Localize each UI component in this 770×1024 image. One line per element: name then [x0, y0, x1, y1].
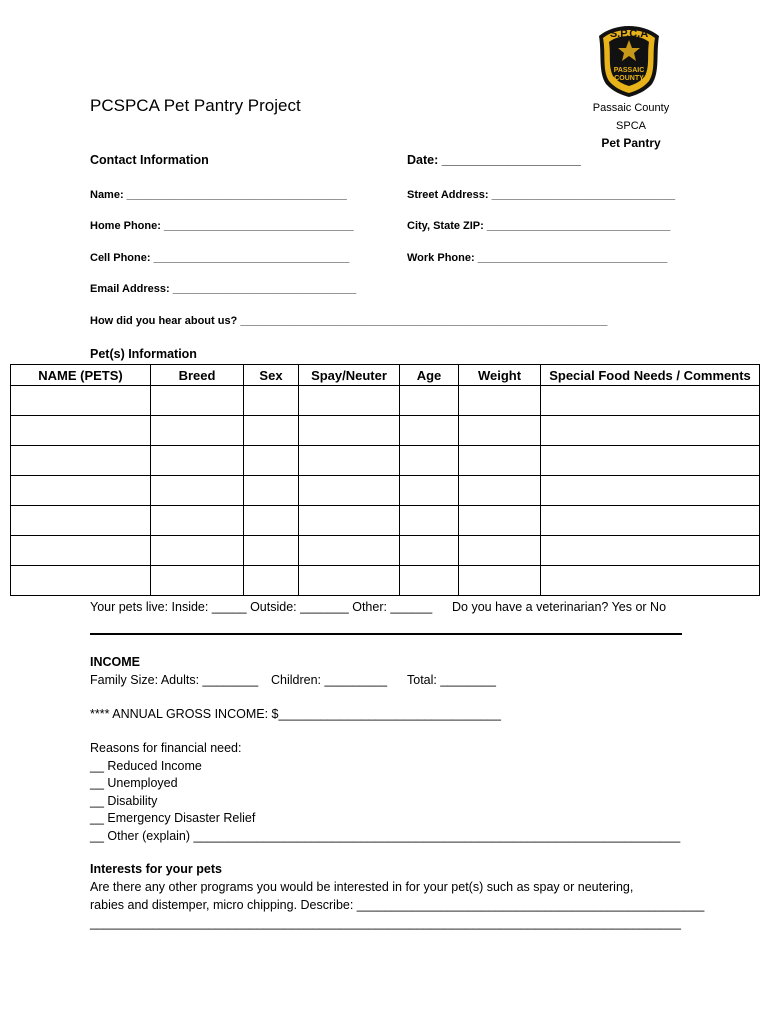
family-total-field[interactable]: Total: ________ — [407, 673, 496, 687]
home-phone-field[interactable]: Home Phone: _______________________________ — [90, 220, 354, 232]
org-line-2: SPCA — [616, 120, 646, 132]
cell-phone-field[interactable]: Cell Phone: ________________________________ — [90, 252, 350, 264]
table-row — [11, 386, 760, 416]
logo-county-text-1: PASSAIC — [613, 67, 645, 74]
table-cell[interactable] — [151, 386, 244, 416]
name-field[interactable]: Name: ____________________________________ — [90, 189, 347, 201]
table-cell[interactable] — [459, 476, 541, 506]
table-row — [11, 566, 760, 596]
interests-text-1: Are there any other programs you would be interested in for your pet(s) such as spay or neutering, — [90, 880, 634, 894]
table-cell[interactable] — [400, 506, 459, 536]
table-cell[interactable] — [400, 446, 459, 476]
org-line-1: Passaic County — [592, 102, 670, 114]
table-cell[interactable] — [299, 566, 400, 596]
veterinarian-question[interactable]: Do you have a veterinarian? Yes or No — [452, 600, 667, 614]
table-cell[interactable] — [299, 506, 400, 536]
table-cell[interactable] — [299, 386, 400, 416]
reason-unemployed[interactable]: __ Unemployed — [90, 776, 178, 790]
work-phone-field[interactable]: Work Phone: _______________________________ — [407, 252, 668, 264]
table-cell[interactable] — [11, 416, 151, 446]
table-cell[interactable] — [541, 386, 760, 416]
table-cell[interactable] — [151, 446, 244, 476]
table-cell[interactable] — [459, 446, 541, 476]
table-cell[interactable] — [400, 476, 459, 506]
col-header-breed: Breed — [151, 365, 244, 386]
section-divider — [90, 633, 682, 635]
table-cell[interactable] — [541, 506, 760, 536]
reasons-heading: Reasons for financial need: — [90, 741, 242, 755]
table-cell[interactable] — [299, 476, 400, 506]
reason-reduced-income[interactable]: __ Reduced Income — [90, 759, 202, 773]
table-cell[interactable] — [541, 446, 760, 476]
table-row — [11, 536, 760, 566]
street-address-field[interactable]: Street Address: ______________________________ — [407, 189, 676, 201]
family-children-field[interactable]: Children: _________ — [271, 673, 388, 687]
contact-heading: Contact Information — [90, 153, 209, 167]
income-heading: INCOME — [90, 655, 140, 669]
table-cell[interactable] — [151, 566, 244, 596]
table-cell[interactable] — [151, 476, 244, 506]
col-header-spay-neuter: Spay/Neuter — [299, 365, 400, 386]
table-cell[interactable] — [244, 386, 299, 416]
table-cell[interactable] — [151, 536, 244, 566]
table-row — [11, 446, 760, 476]
pets-heading: Pet(s) Information — [90, 347, 197, 361]
table-row — [11, 416, 760, 446]
reason-other[interactable]: __ Other (explain) ______________________________________________________________________ — [90, 829, 681, 843]
table-cell[interactable] — [541, 416, 760, 446]
table-cell[interactable] — [11, 506, 151, 536]
col-header-comments: Special Food Needs / Comments — [541, 365, 760, 386]
col-header-age: Age — [400, 365, 459, 386]
table-cell[interactable] — [11, 386, 151, 416]
table-cell[interactable] — [299, 536, 400, 566]
table-cell[interactable] — [11, 446, 151, 476]
date-field[interactable]: Date: ____________________ — [407, 153, 581, 167]
col-header-weight: Weight — [459, 365, 541, 386]
table-cell[interactable] — [151, 416, 244, 446]
annual-income-field[interactable]: **** ANNUAL GROSS INCOME: $________________________________ — [90, 707, 501, 721]
table-cell[interactable] — [459, 506, 541, 536]
table-cell[interactable] — [541, 536, 760, 566]
table-cell[interactable] — [244, 566, 299, 596]
email-field[interactable]: Email Address: ______________________________ — [90, 283, 357, 295]
family-adults-field[interactable]: Family Size: Adults: ________ — [90, 673, 259, 687]
table-cell[interactable] — [244, 446, 299, 476]
logo-county-text-2: COUNTY — [614, 75, 644, 82]
table-cell[interactable] — [11, 566, 151, 596]
org-line-3: Pet Pantry — [601, 136, 661, 150]
page-title: PCSPCA Pet Pantry Project — [90, 96, 301, 115]
interests-text-3[interactable]: _____________________________________________________________________________________ — [90, 916, 681, 930]
col-header-name: NAME (PETS) — [11, 365, 151, 386]
pets-table-header-row — [11, 365, 760, 386]
table-cell[interactable] — [244, 416, 299, 446]
interests-heading: Interests for your pets — [90, 862, 222, 876]
table-cell[interactable] — [400, 386, 459, 416]
table-row — [11, 506, 760, 536]
table-cell[interactable] — [459, 386, 541, 416]
referral-field[interactable]: How did you hear about us? ____________________________________________________________ — [90, 315, 608, 327]
table-cell[interactable] — [541, 476, 760, 506]
table-cell[interactable] — [244, 476, 299, 506]
city-state-zip-field[interactable]: City, State ZIP: ______________________________ — [407, 220, 671, 232]
table-cell[interactable] — [11, 536, 151, 566]
spca-badge-logo — [596, 24, 662, 98]
table-cell[interactable] — [299, 446, 400, 476]
pets-table — [10, 364, 760, 596]
table-cell[interactable] — [459, 416, 541, 446]
table-cell[interactable] — [459, 536, 541, 566]
logo-ring-text: S.P.C.A — [609, 28, 649, 40]
table-cell[interactable] — [151, 506, 244, 536]
table-cell[interactable] — [400, 416, 459, 446]
table-cell[interactable] — [400, 536, 459, 566]
table-cell[interactable] — [299, 416, 400, 446]
table-cell[interactable] — [459, 566, 541, 596]
table-cell[interactable] — [244, 506, 299, 536]
table-cell[interactable] — [400, 566, 459, 596]
table-row — [11, 476, 760, 506]
reason-emergency-relief[interactable]: __ Emergency Disaster Relief — [90, 811, 256, 825]
table-cell[interactable] — [11, 476, 151, 506]
table-cell[interactable] — [244, 536, 299, 566]
interests-text-2[interactable]: rabies and distemper, micro chipping. Describe: __________________________________________________ — [90, 898, 705, 912]
table-cell[interactable] — [541, 566, 760, 596]
reason-disability[interactable]: __ Disability — [90, 794, 158, 808]
pets-live-field[interactable]: Your pets live: Inside: _____ Outside: _______ Other: ______ — [90, 600, 433, 614]
col-header-sex: Sex — [244, 365, 299, 386]
